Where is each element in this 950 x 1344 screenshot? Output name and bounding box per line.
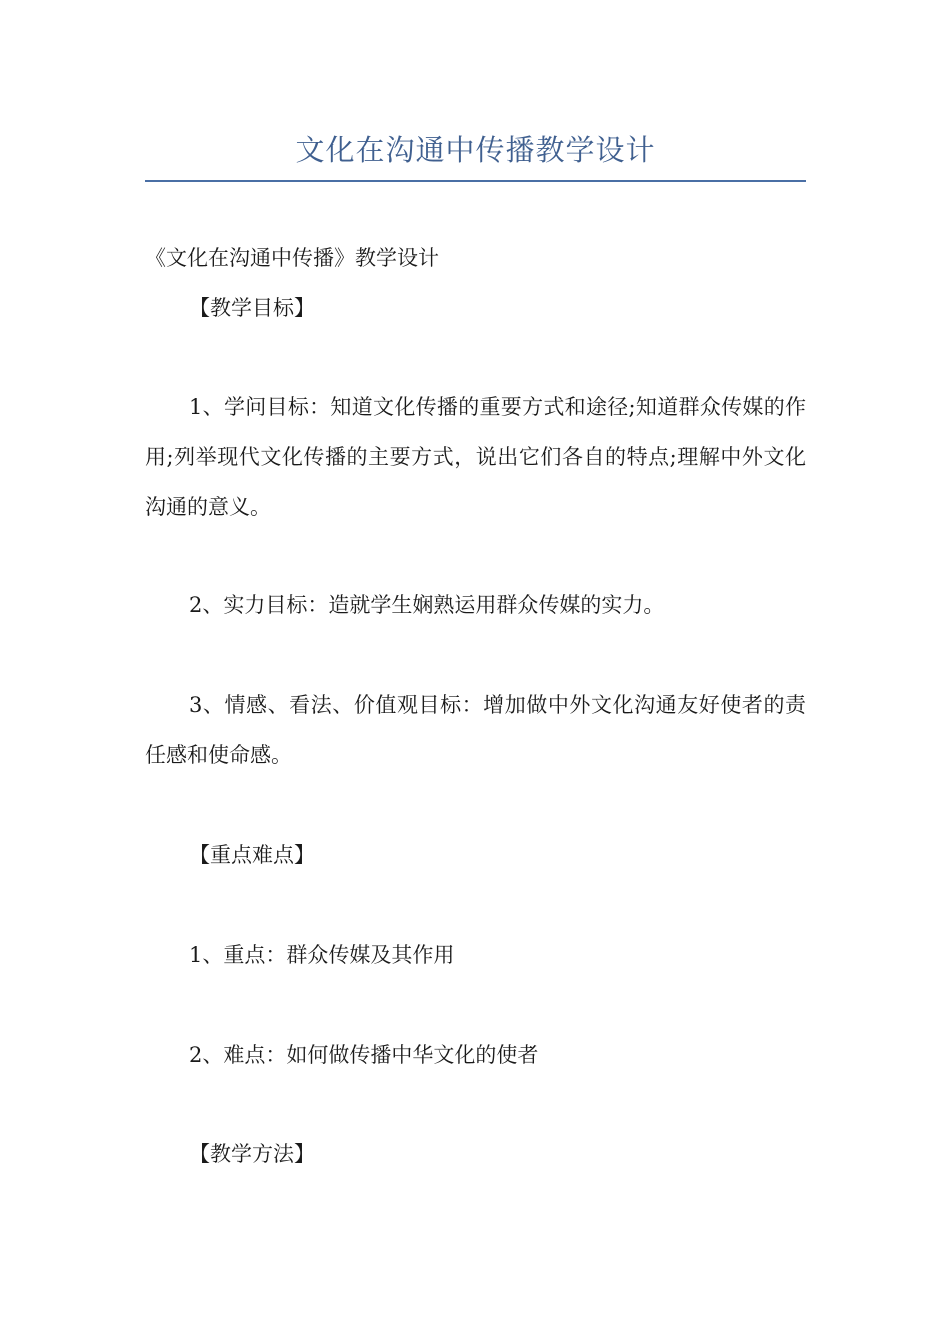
document-title: 文化在沟通中传播教学设计 <box>295 133 656 167</box>
section-heading-key-points: 【重点难点】 <box>189 843 315 867</box>
title-underline <box>145 180 806 182</box>
section-heading-methods: 【教学方法】 <box>189 1142 315 1166</box>
objective-knowledge: 1、学问目标：知道文化传播的重要方式和途径;知道群众传媒的作用;列举现代文化传播的主要方式，说出它们各自的特点;理解中外文化沟通的意义。 <box>145 395 806 519</box>
key-point-difficulty: 2、难点：如何做传播中华文化的使者 <box>189 1043 539 1067</box>
objective-emotion: 3、情感、看法、价值观目标：增加做中外文化沟通友好使者的责任感和使命感。 <box>145 693 806 767</box>
key-point-focus: 1、重点：群众传媒及其作用 <box>189 943 455 967</box>
section-heading-objectives: 【教学目标】 <box>189 296 315 320</box>
objective-ability: 2、实力目标：造就学生娴熟运用群众传媒的实力。 <box>189 593 665 617</box>
document-subtitle: 《文化在沟通中传播》教学设计 <box>145 246 439 270</box>
